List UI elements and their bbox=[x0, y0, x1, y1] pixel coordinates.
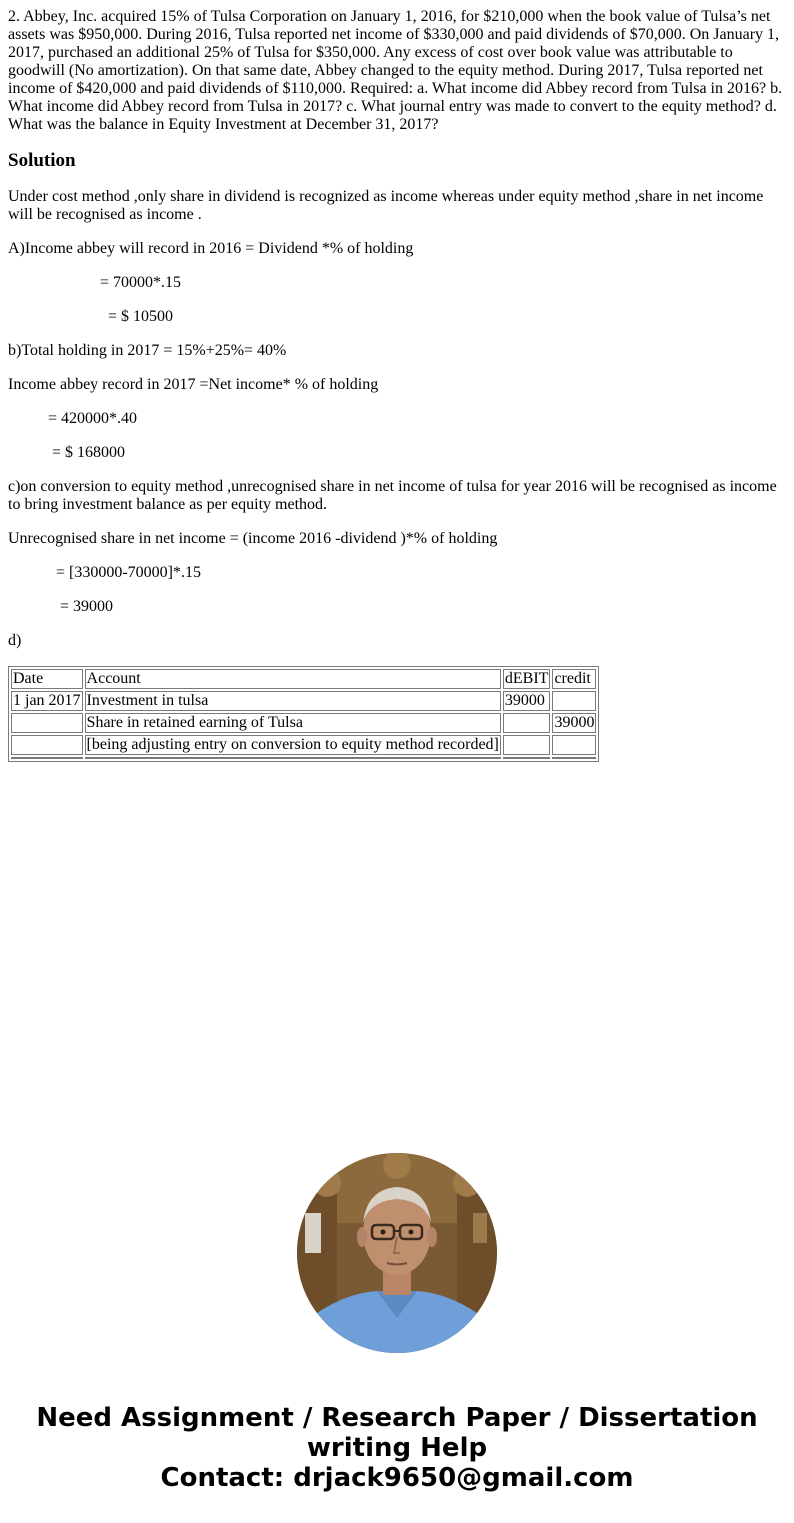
promo-footer bbox=[0, 1403, 794, 1493]
empty-cell bbox=[85, 757, 501, 759]
table-header-row bbox=[11, 669, 596, 689]
author-photo-avatar bbox=[297, 1153, 497, 1353]
part-a-line-2: = 70000*.15 bbox=[8, 274, 182, 291]
part-b-line-3: = 420000*.40 bbox=[8, 410, 138, 427]
part-c-explanation: c)on conversion to equity method ,unrecognised share in net income of tulsa for year 2016 will be recognised as income to bring investment balance as per equity method. bbox=[8, 478, 777, 513]
header-date: Date bbox=[11, 669, 83, 689]
row-date: 1 jan 2017 bbox=[13, 692, 81, 709]
row-account: [being adjusting entry on conversion to equity method recorded] bbox=[86, 736, 499, 753]
row-account: Investment in tulsa bbox=[85, 691, 501, 711]
empty-cell bbox=[503, 757, 551, 759]
row-debit bbox=[503, 713, 551, 733]
empty-cell bbox=[11, 757, 83, 759]
part-c-line-2: = [330000-70000]*.15 bbox=[8, 564, 202, 581]
author-portrait-image bbox=[297, 1153, 497, 1353]
solution-heading: Solution bbox=[8, 150, 76, 171]
table-row bbox=[11, 735, 596, 755]
footer-line-1: Need Assignment / Research Paper / Dissertation bbox=[36, 1403, 758, 1433]
footer-contact-line: Contact: drjack9650@gmail.com bbox=[160, 1463, 634, 1493]
part-c-line-1: Unrecognised share in net income = (income 2016 -dividend )*% of holding bbox=[8, 530, 498, 547]
footer-line-2: writing Help bbox=[306, 1433, 488, 1463]
header-debit: dEBIT bbox=[504, 670, 549, 687]
part-d-label: d) bbox=[8, 632, 22, 649]
row-date bbox=[11, 713, 83, 733]
part-b-line-2: Income abbey record in 2017 =Net income* % of holding bbox=[8, 376, 379, 393]
empty-cell bbox=[552, 757, 596, 759]
row-credit: 39000 bbox=[554, 714, 595, 731]
header-account: Account bbox=[85, 669, 501, 689]
header-credit: credit bbox=[552, 669, 596, 689]
part-c-result: = 39000 bbox=[8, 598, 114, 615]
row-date bbox=[11, 735, 83, 755]
document-body bbox=[8, 8, 786, 762]
journal-entry-table bbox=[8, 666, 599, 762]
part-a-line-1: A)Income abbey will record in 2016 = Dividend *% of holding bbox=[8, 240, 414, 257]
part-b-result: = $ 168000 bbox=[8, 444, 126, 461]
part-b-line-1: b)Total holding in 2017 = 15%+25%= 40% bbox=[8, 342, 287, 359]
table-row bbox=[11, 713, 596, 733]
table-row bbox=[11, 691, 596, 711]
row-credit bbox=[552, 735, 596, 755]
part-a-result: = $ 10500 bbox=[8, 308, 174, 325]
row-debit bbox=[503, 735, 551, 755]
row-debit: 39000 bbox=[503, 691, 551, 711]
question-text: 2. Abbey, Inc. acquired 15% of Tulsa Corporation on January 1, 2016, for $210,000 when the book value of Tulsa’s net assets was $950,000. During 2016, Tulsa reported net income of $330,000 and paid dividends of $70,000. On January 1, 2017, purchased an additional 25% of Tulsa for $350,000. Any excess of cost over book value was attributable to goodwill (No amortization). On that same date, Abbey changed to the equity method. During 2017, Tulsa reported net income of $420,000 and paid dividends of $110,000. Required: a. What income did Abbey record from Tulsa in 2016? b. What income did Abbey record from Tulsa in 2017? c. What journal entry was made to convert to the equity method? d. What was the balance in Equity Investment at December 31, 2017? bbox=[8, 8, 783, 133]
empty-table-row bbox=[11, 757, 596, 759]
row-account: Share in retained earning of Tulsa bbox=[85, 713, 501, 733]
row-credit bbox=[552, 691, 596, 711]
intro-paragraph: Under cost method ,only share in dividend is recognized as income whereas under equity method ,share in net income will be recognised as income . bbox=[8, 188, 764, 223]
